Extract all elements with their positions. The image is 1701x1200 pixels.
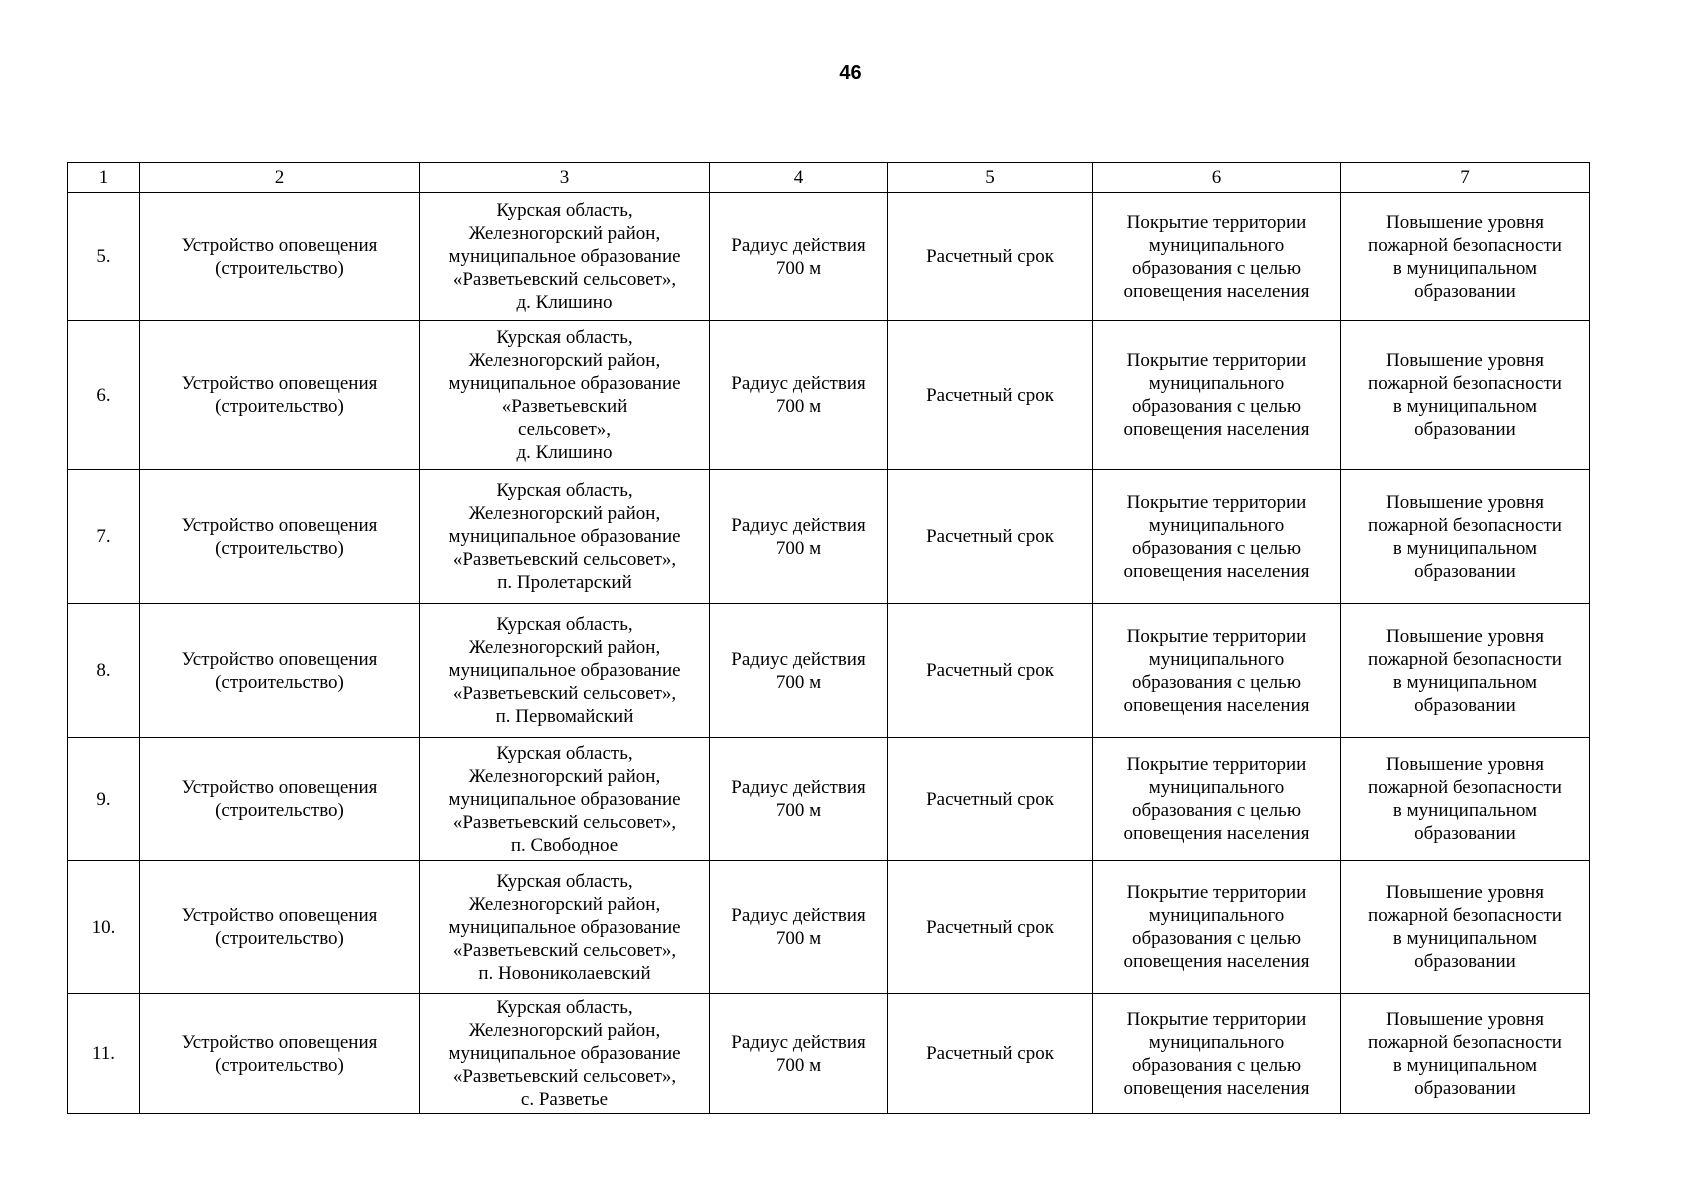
radius-cell bbox=[710, 738, 888, 861]
object-cell bbox=[140, 321, 420, 470]
effect-line: пожарной безопасности bbox=[1368, 234, 1562, 256]
location-line: муниципальное образование bbox=[448, 788, 681, 810]
table-row bbox=[68, 738, 1590, 861]
radius-line: Радиус действия bbox=[731, 1031, 866, 1053]
purpose-cell bbox=[1093, 470, 1341, 604]
radius-cell bbox=[710, 321, 888, 470]
location-cell bbox=[420, 604, 710, 738]
purpose-line: Покрытие территории bbox=[1126, 625, 1307, 647]
effect-line: в муниципальном bbox=[1392, 396, 1538, 417]
location-line: муниципальное образование bbox=[448, 526, 681, 547]
location-line: «Разветьевский сельсовет», bbox=[452, 811, 677, 833]
purpose-line: оповещения населения bbox=[1123, 951, 1310, 972]
term-text: Расчетный срок bbox=[926, 246, 1054, 267]
radius-line: Радиус действия bbox=[731, 373, 866, 394]
location-line: п. Первомайский bbox=[495, 706, 634, 727]
effect-line: пожарной безопасности bbox=[1368, 373, 1562, 394]
term-text: Расчетный срок bbox=[926, 660, 1054, 681]
location-line: «Разветьевский bbox=[501, 396, 628, 417]
table-row bbox=[68, 193, 1590, 321]
column-number-row bbox=[68, 163, 1590, 193]
table-row bbox=[68, 321, 1590, 470]
table-row bbox=[68, 604, 1590, 738]
table-row bbox=[68, 994, 1590, 1114]
effect-cell bbox=[1341, 321, 1590, 470]
location-line: Курская область, bbox=[496, 870, 633, 892]
effect-cell bbox=[1341, 604, 1590, 738]
effect-cell bbox=[1341, 994, 1590, 1114]
object-line: (строительство) bbox=[215, 800, 344, 821]
location-line: Курская область, bbox=[496, 200, 633, 221]
row-number-cell bbox=[68, 604, 140, 738]
location-line: п. Пролетарский bbox=[497, 572, 632, 593]
measures-table bbox=[67, 162, 1590, 1114]
term-cell bbox=[888, 193, 1093, 321]
term-cell bbox=[888, 321, 1093, 470]
object-cell bbox=[140, 604, 420, 738]
radius-line: 700 м bbox=[775, 537, 822, 559]
column-number-header: 3 bbox=[420, 163, 710, 193]
effect-cell bbox=[1341, 738, 1590, 861]
location-line: «Разветьевский сельсовет», bbox=[452, 1066, 677, 1087]
purpose-line: оповещения населения bbox=[1123, 694, 1310, 716]
location-cell bbox=[420, 861, 710, 994]
row-number-text: 8. bbox=[96, 660, 111, 681]
row-number-text: 11. bbox=[91, 1043, 116, 1064]
row-number-cell bbox=[68, 193, 140, 321]
object-line: Устройство оповещения bbox=[181, 234, 378, 256]
effect-cell bbox=[1341, 861, 1590, 994]
effect-line: пожарной безопасности bbox=[1368, 777, 1562, 798]
location-line: д. Клишино bbox=[516, 292, 613, 313]
object-line: Устройство оповещения bbox=[181, 648, 378, 670]
term-text: Расчетный срок bbox=[926, 788, 1054, 810]
effect-line: в муниципальном bbox=[1392, 257, 1538, 279]
purpose-cell bbox=[1093, 193, 1341, 321]
purpose-cell bbox=[1093, 861, 1341, 994]
purpose-line: муниципального bbox=[1148, 1031, 1285, 1053]
object-line: Устройство оповещения bbox=[181, 777, 378, 798]
row-number-text: 9. bbox=[96, 788, 111, 810]
location-line: «Разветьевский сельсовет», bbox=[452, 683, 677, 704]
term-cell bbox=[888, 470, 1093, 604]
purpose-line: оповещения населения bbox=[1123, 1077, 1310, 1099]
purpose-line: образования с целью bbox=[1131, 928, 1302, 949]
radius-cell bbox=[710, 994, 888, 1114]
row-number-cell bbox=[68, 738, 140, 861]
radius-line: Радиус действия bbox=[731, 777, 866, 798]
location-line: сельсовет», bbox=[517, 419, 612, 440]
effect-line: образовании bbox=[1414, 560, 1516, 582]
radius-line: Радиус действия bbox=[731, 234, 866, 256]
location-line: «Разветьевский сельсовет», bbox=[452, 269, 677, 290]
location-line: п. Свободное bbox=[510, 834, 619, 856]
radius-line: Радиус действия bbox=[731, 648, 866, 670]
purpose-line: образования с целью bbox=[1131, 1054, 1302, 1076]
effect-line: в муниципальном bbox=[1392, 800, 1538, 821]
location-line: муниципальное образование bbox=[448, 660, 681, 681]
row-number-cell bbox=[68, 994, 140, 1114]
location-cell bbox=[420, 738, 710, 861]
radius-cell bbox=[710, 861, 888, 994]
location-line: Железногорский район, bbox=[468, 223, 661, 244]
object-line: Устройство оповещения bbox=[181, 905, 378, 926]
object-line: (строительство) bbox=[215, 928, 344, 949]
effect-line: Повышение уровня bbox=[1386, 1008, 1544, 1030]
location-cell bbox=[420, 994, 710, 1114]
location-line: «Разветьевский сельсовет», bbox=[452, 939, 677, 961]
purpose-cell bbox=[1093, 604, 1341, 738]
purpose-line: муниципального bbox=[1148, 234, 1285, 256]
purpose-line: муниципального bbox=[1148, 648, 1285, 670]
row-number-cell bbox=[68, 861, 140, 994]
row-number-cell bbox=[68, 470, 140, 604]
effect-line: образовании bbox=[1414, 1077, 1516, 1099]
term-text: Расчетный срок bbox=[926, 526, 1054, 547]
purpose-line: Покрытие территории bbox=[1126, 1008, 1307, 1030]
row-number-text: 7. bbox=[96, 526, 111, 547]
term-text: Расчетный срок bbox=[926, 384, 1054, 406]
purpose-line: образования с целью bbox=[1131, 800, 1302, 821]
purpose-line: оповещения населения bbox=[1123, 560, 1310, 582]
location-line: муниципальное образование bbox=[448, 373, 681, 394]
radius-line: 700 м bbox=[775, 396, 822, 417]
effect-line: в муниципальном bbox=[1392, 1054, 1538, 1076]
effect-line: образовании bbox=[1414, 280, 1516, 302]
purpose-line: образования с целью bbox=[1131, 537, 1302, 559]
location-line: Железногорский район, bbox=[468, 765, 661, 787]
effect-line: образовании bbox=[1414, 694, 1516, 716]
purpose-cell bbox=[1093, 994, 1341, 1114]
purpose-line: образования с целью bbox=[1131, 396, 1302, 417]
effect-line: образовании bbox=[1414, 951, 1516, 972]
column-number-header: 5 bbox=[888, 163, 1093, 193]
effect-line: пожарной безопасности bbox=[1368, 648, 1562, 670]
purpose-line: муниципального bbox=[1148, 905, 1285, 926]
table-body bbox=[68, 163, 1590, 1114]
page-number: 46 bbox=[839, 62, 862, 84]
effect-line: пожарной безопасности bbox=[1368, 1031, 1562, 1053]
effect-line: в муниципальном bbox=[1392, 671, 1538, 693]
object-line: (строительство) bbox=[215, 257, 344, 279]
location-line: Курская область, bbox=[496, 480, 633, 501]
effect-line: пожарной безопасности bbox=[1368, 514, 1562, 536]
effect-line: пожарной безопасности bbox=[1368, 905, 1562, 926]
object-line: Устройство оповещения bbox=[181, 1031, 378, 1053]
location-cell bbox=[420, 470, 710, 604]
object-cell bbox=[140, 861, 420, 994]
radius-line: Радиус действия bbox=[731, 514, 866, 536]
location-line: Курская область, bbox=[496, 614, 633, 635]
effect-line: Повышение уровня bbox=[1386, 882, 1544, 903]
object-line: (строительство) bbox=[215, 671, 344, 693]
purpose-line: муниципального bbox=[1148, 777, 1285, 798]
table-row bbox=[68, 470, 1590, 604]
column-number-header: 1 bbox=[68, 163, 140, 193]
term-text: Расчетный срок bbox=[926, 1043, 1054, 1064]
object-line: (строительство) bbox=[215, 1054, 344, 1076]
column-number-header: 6 bbox=[1093, 163, 1341, 193]
column-number-header: 4 bbox=[710, 163, 888, 193]
radius-cell bbox=[710, 193, 888, 321]
effect-line: Повышение уровня bbox=[1386, 625, 1544, 647]
effect-line: образовании bbox=[1414, 419, 1516, 440]
term-cell bbox=[888, 604, 1093, 738]
object-cell bbox=[140, 738, 420, 861]
purpose-cell bbox=[1093, 321, 1341, 470]
location-line: с. Разветье bbox=[520, 1089, 609, 1110]
object-cell bbox=[140, 470, 420, 604]
purpose-line: оповещения населения bbox=[1123, 823, 1310, 844]
location-line: «Разветьевский сельсовет», bbox=[452, 549, 677, 570]
purpose-line: оповещения населения bbox=[1123, 419, 1310, 440]
radius-cell bbox=[710, 470, 888, 604]
location-line: Железногорский район, bbox=[468, 503, 661, 524]
radius-line: 700 м bbox=[775, 800, 822, 821]
object-line: Устройство оповещения bbox=[181, 514, 378, 536]
term-text: Расчетный срок bbox=[926, 916, 1054, 938]
location-line: Курская область, bbox=[496, 742, 633, 764]
purpose-line: Покрытие территории bbox=[1126, 211, 1307, 233]
purpose-line: Покрытие территории bbox=[1126, 350, 1307, 371]
location-cell bbox=[420, 321, 710, 470]
purpose-line: муниципального bbox=[1148, 514, 1285, 536]
purpose-cell bbox=[1093, 738, 1341, 861]
term-cell bbox=[888, 861, 1093, 994]
row-number-cell bbox=[68, 321, 140, 470]
radius-line: 700 м bbox=[775, 928, 822, 949]
effect-line: Повышение уровня bbox=[1386, 491, 1544, 513]
column-number-header: 7 bbox=[1341, 163, 1590, 193]
radius-line: 700 м bbox=[775, 671, 822, 693]
effect-line: в муниципальном bbox=[1392, 928, 1538, 949]
object-cell bbox=[140, 193, 420, 321]
location-line: Железногорский район, bbox=[468, 637, 661, 658]
location-line: Курская область, bbox=[496, 997, 633, 1018]
column-number-header: 2 bbox=[140, 163, 420, 193]
purpose-line: образования с целью bbox=[1131, 257, 1302, 279]
purpose-line: Покрытие территории bbox=[1126, 882, 1307, 903]
radius-line: Радиус действия bbox=[731, 905, 866, 926]
location-line: муниципальное образование bbox=[448, 246, 681, 267]
location-line: Курская область, bbox=[496, 327, 633, 348]
location-line: Железногорский район, bbox=[468, 893, 661, 915]
row-number-text: 5. bbox=[96, 246, 111, 267]
object-cell bbox=[140, 994, 420, 1114]
effect-line: Повышение уровня bbox=[1386, 754, 1544, 775]
radius-line: 700 м bbox=[775, 257, 822, 279]
purpose-line: Покрытие территории bbox=[1126, 754, 1307, 775]
effect-line: образовании bbox=[1414, 823, 1516, 844]
object-line: (строительство) bbox=[215, 537, 344, 559]
location-line: Железногорский район, bbox=[468, 1020, 661, 1041]
row-number-text: 10. bbox=[91, 916, 116, 938]
effect-line: в муниципальном bbox=[1392, 537, 1538, 559]
location-line: д. Клишино bbox=[516, 442, 613, 463]
radius-line: 700 м bbox=[775, 1054, 822, 1076]
purpose-line: муниципального bbox=[1148, 373, 1285, 394]
term-cell bbox=[888, 738, 1093, 861]
object-line: Устройство оповещения bbox=[181, 373, 378, 394]
purpose-line: образования с целью bbox=[1131, 671, 1302, 693]
term-cell bbox=[888, 994, 1093, 1114]
radius-cell bbox=[710, 604, 888, 738]
location-line: муниципальное образование bbox=[448, 916, 681, 938]
location-line: п. Новониколаевский bbox=[478, 962, 651, 984]
effect-cell bbox=[1341, 193, 1590, 321]
table-row bbox=[68, 861, 1590, 994]
effect-cell bbox=[1341, 470, 1590, 604]
purpose-line: оповещения населения bbox=[1123, 280, 1310, 302]
effect-line: Повышение уровня bbox=[1386, 211, 1544, 233]
effect-line: Повышение уровня bbox=[1386, 350, 1544, 371]
location-line: муниципальное образование bbox=[448, 1043, 681, 1064]
purpose-line: Покрытие территории bbox=[1126, 491, 1307, 513]
location-cell bbox=[420, 193, 710, 321]
location-line: Железногорский район, bbox=[468, 350, 661, 371]
row-number-text: 6. bbox=[96, 384, 111, 406]
object-line: (строительство) bbox=[215, 396, 344, 417]
